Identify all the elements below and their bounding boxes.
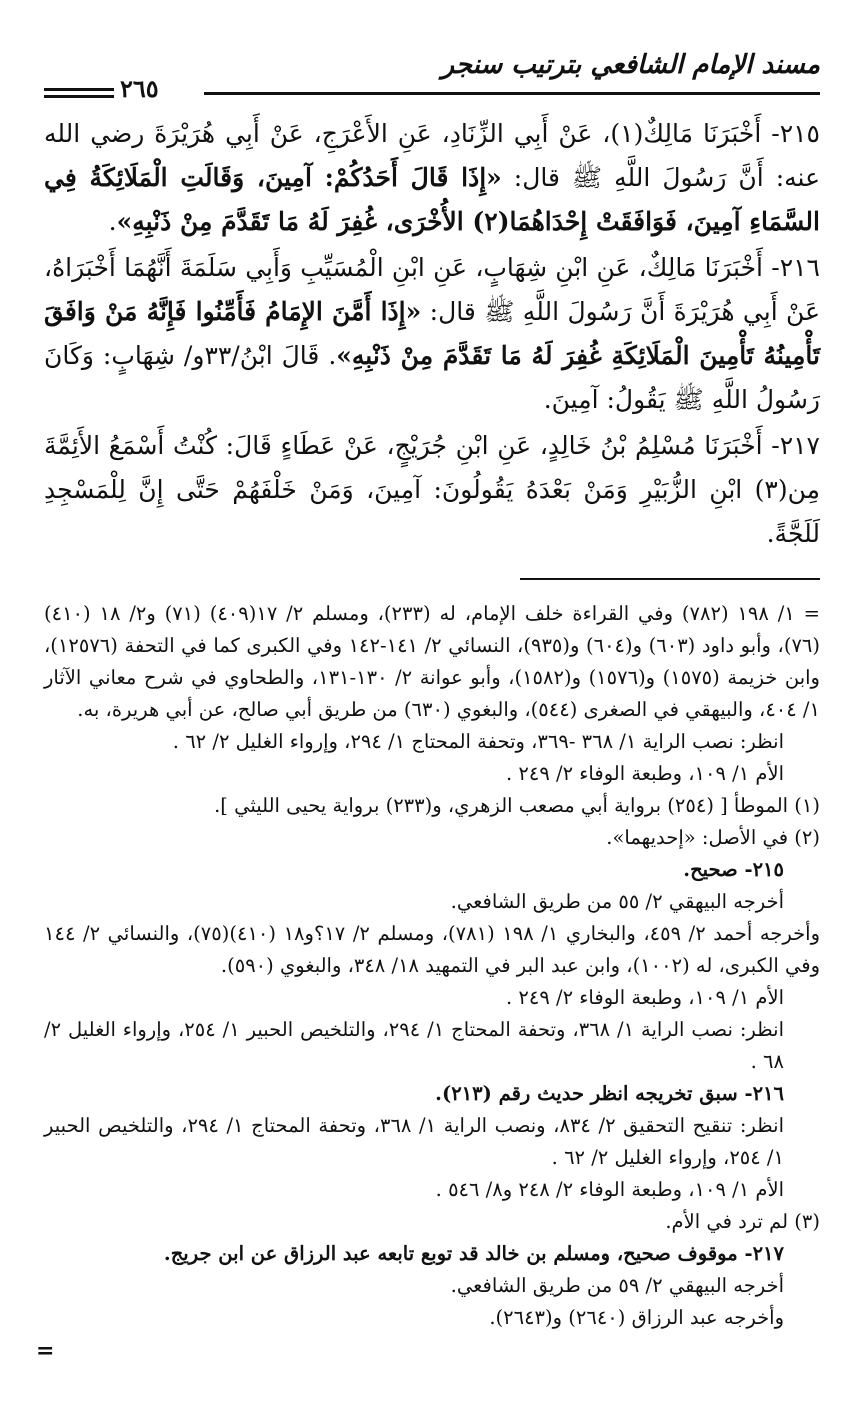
book-title: مسند الإمام الشافعي بترتيب سنجر: [441, 50, 820, 80]
footnote-line: (٢) في الأصل: «إحديهما».: [606, 826, 820, 849]
footnote-line: أخرجه البيهقي ٢/ ٥٩ من طريق الشافعي.: [450, 1274, 784, 1297]
hadith-text: [44, 112, 820, 556]
footnote-line: الأم ١/ ١٠٩، وطبعة الوفاء ٢/ ٢٤٩ .: [505, 986, 784, 1009]
footnote-line: الأم ١/ ١٠٩، وطبعة الوفاء ٢/ ٢٤٨ و٨/ ٥٤٦ .: [435, 1178, 784, 1201]
footnote-separator: [520, 578, 820, 580]
footnote-line: ٢١٥- صحيح.: [683, 858, 784, 881]
footnote-line: وأخرجه عبد الرزاق (٢٦٤٠) و(٢٦٤٣).: [489, 1306, 784, 1329]
footnote-line: انظر: نصب الراية ١/ ٣٦٨، وتحفة المحتاج ١/ ٢٩٤، والتلخيص الحبير ١/ ٢٥٤، وإرواء الغليل ٢/ ٦٨ .: [44, 1018, 784, 1073]
hadith-217: ٢١٧- أَخْبَرَنَا مُسْلِمُ بْنُ خَالِدٍ، عَنِ ابْنِ جُرَيْجٍ، عَنْ عَطَاءٍ قَالَ: كُنْتُ أَسْمَعُ الأَئِمَّةَ مِن(٣) ابْنِ الزُّبَيْرِ وَمَنْ بَعْدَهُ يَقُولُونَ: آمِينَ، وَمَنْ خَلْفَهُمْ حَتَّى إِنَّ لِلْمَسْجِدِ لَلَجَّةً.: [44, 431, 820, 548]
page-header: [44, 42, 820, 112]
hadith-216: ٢١٦- أَخْبَرَنَا مَالِكٌ، عَنِ ابْنِ شِهَابٍ، عَنِ ابْنِ الْمُسَيِّبِ وَأَبِي سَلَمَةَ أَنَّهُمَا أَخْبَرَاهُ، عَنْ أَبِي هُرَيْرَةَ أَنَّ رَسُولَ اللَّهِ ﷺ قال: «إِذَا أَمَّنَ الإِمَامُ فَأَمِّنُوا فَإِنَّهُ مَنْ وَافَقَ تَأْمِينُهُ تَأْمِينَ الْمَلَائِكَةِ غُفِرَ لَهُ مَا تَقَدَّمَ مِنْ ذَنْبِهِ». قَالَ ابْنُ/٣٣و/ شِهَابٍ: وَكَانَ رَسُولُ اللَّهِ ﷺ يَقُولُ: آمِينَ.: [44, 253, 821, 414]
footnote-line: ٢١٧- موقوف صحيح، ومسلم بن خالد قد توبع تابعه عبد الرزاق عن ابن جريج.: [163, 1242, 784, 1265]
footnote-line: وأخرجه أحمد ٢/ ٤٥٩، والبخاري ١/ ١٩٨ (٧٨١)، ومسلم ٢/ ١٧؟و١٨ (٤١٠)(٧٥)، والنسائي ٢/ ١٤٤ وفي الكبرى، له (١٠٠٢)، وابن عبد البر في التمهيد ١٨/ ٣٤٨، والبغوي (٥٩٠).: [44, 922, 820, 977]
continuation-marker: =: [36, 1338, 55, 1364]
footnote-line: (١) الموطأ [ (٢٥٤) برواية أبي مصعب الزهري، و(٢٣٣) برواية يحيى الليثي ].: [214, 794, 820, 817]
footnote-line: الأم ١/ ١٠٩، وطبعة الوفاء ٢/ ٢٤٩ .: [505, 762, 784, 785]
hadith-215: ٢١٥- أَخْبَرَنَا مَالِكٌ(١)، عَنْ أَبِي الزِّنَادِ، عَنِ الأَعْرَجِ، عَنْ أَبِي هُرَيْرَةَ رضي الله عنه: أَنَّ رَسُولَ اللَّهِ ﷺ قال: «إِذَا قَالَ أَحَدُكُمْ: آمِينَ، وَقَالَتِ الْمَلَائِكَةُ فِي السَّمَاءِ آمِينَ، فَوَافَقَتْ إِحْدَاهُمَا(٢) الأُخْرَى، غُفِرَ لَهُ مَا تَقَدَّمَ مِنْ ذَنْبِهِ».: [44, 119, 820, 236]
footnote-line: (٣) لم ترد في الأم.: [665, 1210, 820, 1233]
footnote-line: أخرجه البيهقي ٢/ ٥٥ من طريق الشافعي.: [450, 890, 784, 913]
footnote-line: = ١/ ١٩٨ (٧٨٢) وفي القراءة خلف الإمام، له (٢٣٣)، ومسلم ٢/ ١٧(٤٠٩) (٧١) و٢/ ١٨ (٤١٠) (٧٦)، وأبو داود (٦٠٣) و(٦٠٤) و(٩٣٥)، النسائي ٢/ ١٤١-١٤٢ وفي الكبرى كما في التحفة (١٢٥٧٦)، وابن خزيمة (١٥٧٥) و(١٥٧٦) و(١٥٨٢)، وأبو عوانة ٢/ ١٣٠-١٣١، والطحاوي في شرح معاني الآثار ١/ ٤٠٤، والبيهقي في الصغرى (٥٤٤)، والبغوي (٦٣٠) من طريق أبي صالح، عن أبي هريرة، به.: [44, 602, 820, 721]
book-page: [0, 42, 868, 1422]
footnotes: [44, 598, 820, 1334]
footnote-line: ٢١٦- سبق تخريجه انظر حديث رقم (٢١٣).: [435, 1082, 784, 1105]
footnote-line: انظر: تنقيح التحقيق ٢/ ٨٣٤، ونصب الراية ١/ ٣٦٨، وتحفة المحتاج ١/ ٢٩٤، والتلخيص الحبير ١/ ٢٥٤، وإرواء الغليل ٢/ ٦٢ .: [44, 1114, 784, 1169]
page-number: ٢٦٥: [120, 74, 159, 103]
footnote-line: انظر: نصب الراية ١/ ٣٦٨ -٣٦٩، وتحفة المحتاج ١/ ٢٩٤، وإرواء الغليل ٢/ ٦٢ .: [172, 730, 784, 753]
header-rule: [204, 92, 820, 95]
header-double-rule: [44, 88, 114, 98]
